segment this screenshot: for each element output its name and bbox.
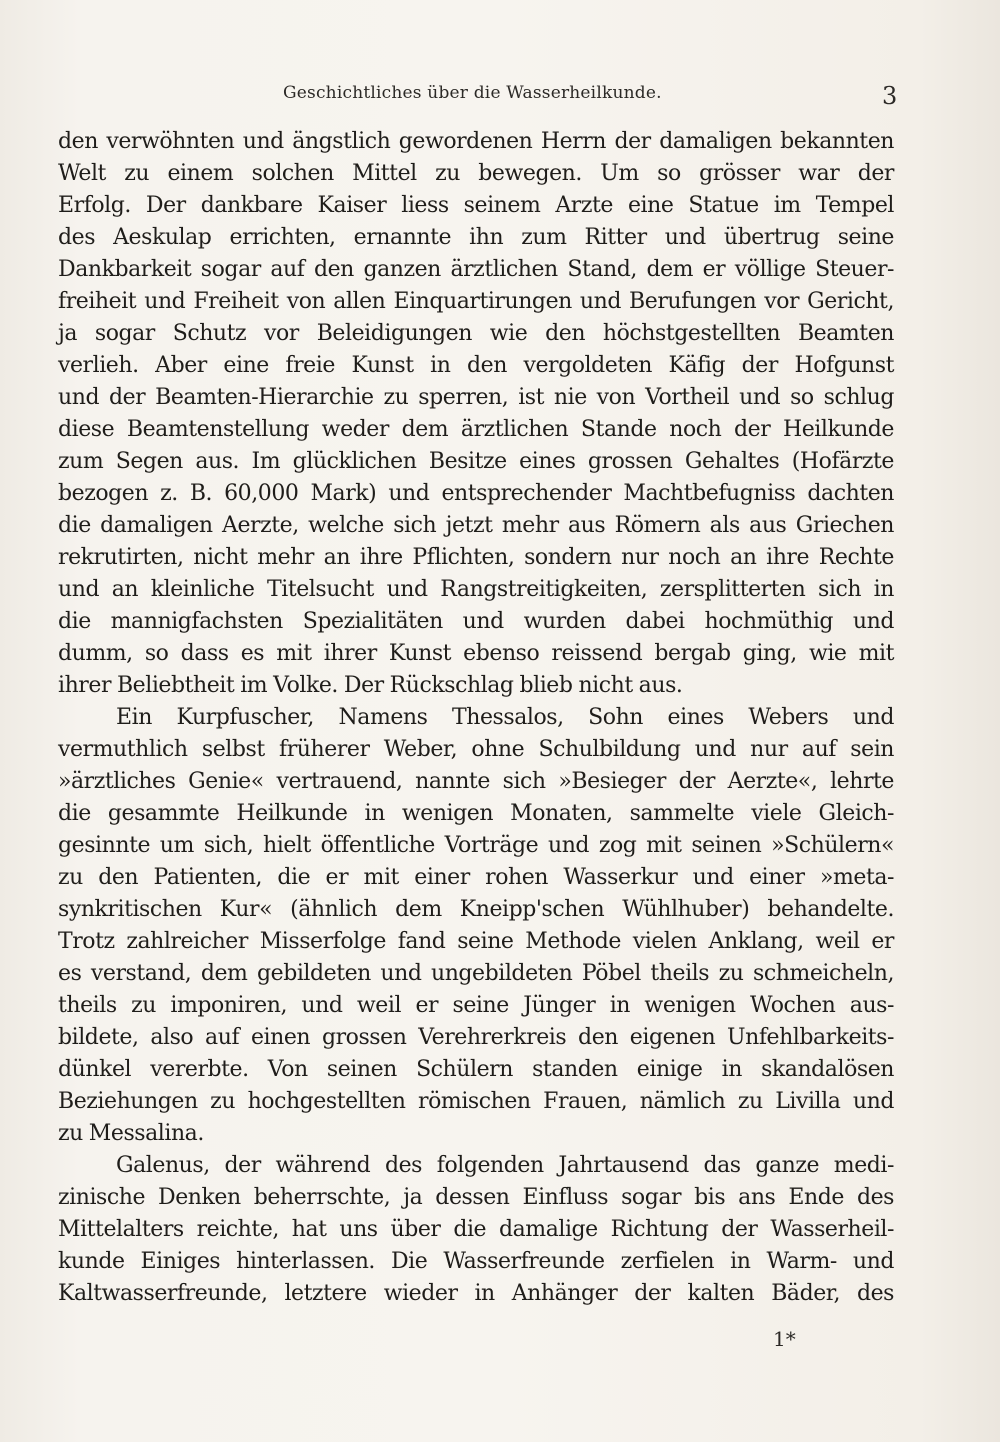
text-line: und an kleinliche Titelsucht und Rangstreitigkeiten, zersplitterten sich in <box>58 577 894 602</box>
text-line: diese Beamtenstellung weder dem ärztlichen Stande noch der Heilkunde <box>58 417 894 442</box>
text-line: zu den Patienten, die er mit einer rohen Wasserkur und einer »meta- <box>58 865 894 890</box>
text-line: zinische Denken beherrschte, ja dessen Einfluss sogar bis ans Ende des <box>58 1185 894 1210</box>
text-line: bezogen z. B. 60,000 Mark) und entsprechender Machtbefugniss dachten <box>58 481 894 506</box>
text-line: Kaltwasserfreunde, letztere wieder in Anhänger der kalten Bäder, des <box>58 1281 894 1306</box>
text-line: »ärztliches Genie« vertrauend, nannte sich »Besieger der Aerzte«, lehrte <box>58 769 894 794</box>
text-line: ja sogar Schutz vor Beleidigungen wie den höchstgestellten Beamten <box>58 321 894 346</box>
text-line: Mittelalters reichte, hat uns über die damalige Richtung der Wasserheil- <box>58 1217 894 1242</box>
text-line-paragraph-start: Ein Kurpfuscher, Namens Thessalos, Sohn eines Webers und <box>116 705 894 730</box>
text-line-paragraph-start: Galenus, der während des folgenden Jahrtausend das ganze medi- <box>116 1153 894 1178</box>
text-line: freiheit und Freiheit von allen Einquartirungen und Berufungen vor Gericht, <box>58 289 894 314</box>
text-line: gesinnte um sich, hielt öffentliche Vorträge und zog mit seinen »Schülern« <box>58 833 894 858</box>
text-line: kunde Einiges hinterlassen. Die Wasserfreunde zerfielen in Warm- und <box>58 1249 894 1274</box>
text-line: synkritischen Kur« (ähnlich dem Kneipp'schen Wühlhuber) behandelte. <box>58 897 894 922</box>
text-line: Beziehungen zu hochgestellten römischen Frauen, nämlich zu Livilla und <box>58 1089 894 1114</box>
page-number: 3 <box>882 82 898 110</box>
body-text <box>58 126 894 1310</box>
text-line: und der Beamten-Hierarchie zu sperren, ist nie von Vortheil und so schlug <box>58 385 894 410</box>
running-title: Geschichtliches über die Wasserheilkunde. <box>283 83 662 103</box>
text-line: theils zu imponiren, und weil er seine Jünger in wenigen Wochen aus- <box>58 993 894 1018</box>
text-line: zum Segen aus. Im glücklichen Besitze eines grossen Gehaltes (Hofärzte <box>58 449 894 474</box>
text-line: Erfolg. Der dankbare Kaiser liess seinem Arzte eine Statue im Tempel <box>58 193 894 218</box>
text-line: des Aeskulap errichten, ernannte ihn zum Ritter und übertrug seine <box>58 225 894 250</box>
page-header <box>0 83 1000 113</box>
text-line: Welt zu einem solchen Mittel zu bewegen. Um so grösser war der <box>58 161 894 186</box>
text-line: dumm, so dass es mit ihrer Kunst ebenso reissend bergab ging, wie mit <box>58 641 894 666</box>
text-line: dünkel vererbte. Von seinen Schülern standen einige in skandalösen <box>58 1057 894 1082</box>
text-line: verlieh. Aber eine freie Kunst in den vergoldeten Käfig der Hofgunst <box>58 353 894 378</box>
text-line: den verwöhnten und ängstlich gewordenen Herrn der damaligen bekannten <box>58 129 894 154</box>
text-line: Dankbarkeit sogar auf den ganzen ärztlichen Stand, dem er völlige Steuer- <box>58 257 894 282</box>
text-line: bildete, also auf einen grossen Verehrerkreis den eigenen Unfehlbarkeits- <box>58 1025 894 1050</box>
text-line: es verstand, dem gebildeten und ungebildeten Pöbel theils zu schmeicheln, <box>58 961 894 986</box>
text-line-paragraph-end: zu Messalina. <box>58 1121 204 1146</box>
text-line-paragraph-end: ihrer Beliebtheit im Volke. Der Rückschlag blieb nicht aus. <box>58 673 683 698</box>
signature-mark: 1* <box>773 1327 796 1351</box>
text-line: vermuthlich selbst früherer Weber, ohne Schulbildung und nur auf sein <box>58 737 894 762</box>
text-line: die damaligen Aerzte, welche sich jetzt mehr aus Römern als aus Griechen <box>58 513 894 538</box>
text-line: die mannigfachsten Spezialitäten und wurden dabei hochmüthig und <box>58 609 894 634</box>
text-line: rekrutirten, nicht mehr an ihre Pflichten, sondern nur noch an ihre Rechte <box>58 545 894 570</box>
text-line: Trotz zahlreicher Misserfolge fand seine Methode vielen Anklang, weil er <box>58 929 894 954</box>
text-line: die gesammte Heilkunde in wenigen Monaten, sammelte viele Gleich- <box>58 801 894 826</box>
